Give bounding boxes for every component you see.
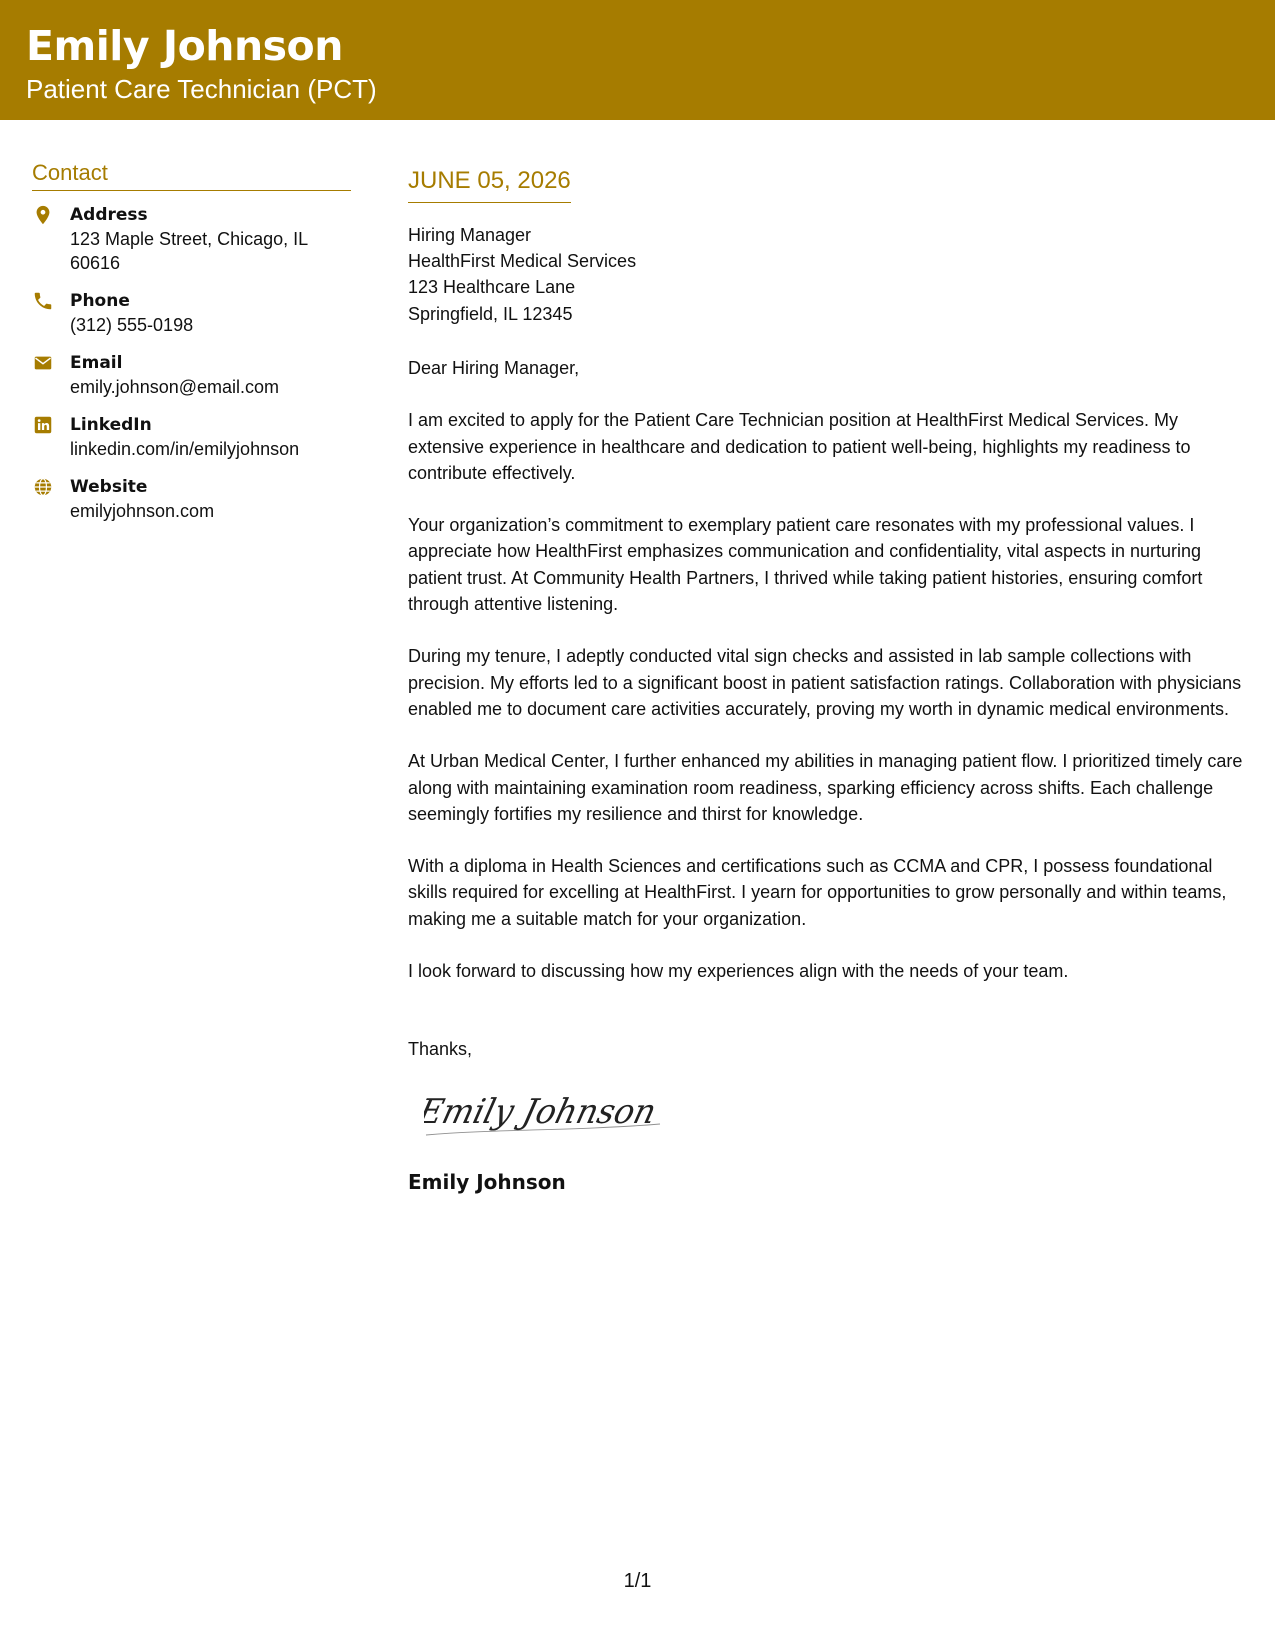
contact-label: Website [70,477,148,498]
contact-value: emilyjohnson.com [70,501,215,522]
recipient-line: 123 Healthcare Lane [408,277,576,298]
linkedin-icon [32,414,54,436]
recipient-line: Springfield, IL 12345 [408,303,573,324]
contact-section-title: Contact [32,160,351,191]
signature-image [424,1085,1253,1150]
salutation: Dear Hiring Manager, [408,357,580,378]
contact-website [32,475,351,523]
job-title: Patient Care Technician (PCT) [26,74,377,104]
contact-email [32,351,351,399]
letter-date: JUNE 05, 2026 [408,167,571,203]
header-banner [0,0,1275,120]
envelope-icon [32,352,54,374]
body-paragraph: I am excited to apply for the Patient Care Technician position at HealthFirst Medical Services. My extensive experience in healthcare and dedication to patient well-being, highlights my readiness to contribute effectively. [408,410,1191,483]
phone-icon [32,290,54,312]
contact-value: linkedin.com/in/emilyjohnson [70,439,300,460]
svg-text:Emily Johnson: Emily Johnson [424,1092,671,1132]
contact-linkedin [32,413,351,461]
contact-value: emily.johnson@email.com [70,377,280,398]
contact-label: Email [70,353,123,374]
globe-icon [32,476,54,498]
contact-address [32,203,351,275]
map-pin-icon [32,204,54,226]
contact-list [32,203,351,523]
body-paragraph: I look forward to discussing how my experiences align with the needs of your team. [408,961,1069,982]
contact-label: Phone [70,291,130,312]
page-number: 1/1 [623,1570,652,1592]
closing: Thanks, [408,1039,473,1060]
contact-value: (312) 555-0198 [70,315,194,336]
signer-name: Emily Johnson [408,1169,566,1194]
body-paragraph: With a diploma in Health Sciences and certifications such as CCMA and CPR, I possess foundational skills required for excelling at HealthFirst. I yearn for opportunities to grow personally and within teams, making me a suitable match for your organization. [408,856,1227,929]
applicant-name: Emily Johnson [26,22,343,70]
letter-body [408,167,1253,1194]
contact-label: LinkedIn [70,415,152,436]
contact-label: Address [70,205,148,226]
recipient-line: Hiring Manager [408,224,532,245]
contact-sidebar [32,160,351,537]
body-paragraph: Your organization’s commitment to exemplary patient care resonates with my professional values. I appreciate how HealthFirst emphasizes communication and confidentiality, vital aspects in nurturing patient trust. At Community Health Partners, I thrived while taking patient histories, ensuring comfort through attentive listening. [408,515,1203,615]
body-paragraph: At Urban Medical Center, I further enhanced my abilities in managing patient flow. I prioritized timely care along with maintaining examination room readiness, sparking efficiency across shifts. Each challenge seemingly fortifies my resilience and thirst for knowledge. [408,751,1243,824]
body-paragraph: During my tenure, I adeptly conducted vital sign checks and assisted in lab sample collections with precision. My efforts led to a significant boost in patient satisfaction ratings. Collaboration with physicians enabled me to document care activities accurately, proving my worth in dynamic medical environments. [408,646,1242,719]
contact-value: 123 Maple Street, Chicago, IL 60616 [70,229,308,274]
recipient-address [408,222,1253,327]
recipient-line: HealthFirst Medical Services [408,251,637,272]
contact-phone [32,289,351,337]
